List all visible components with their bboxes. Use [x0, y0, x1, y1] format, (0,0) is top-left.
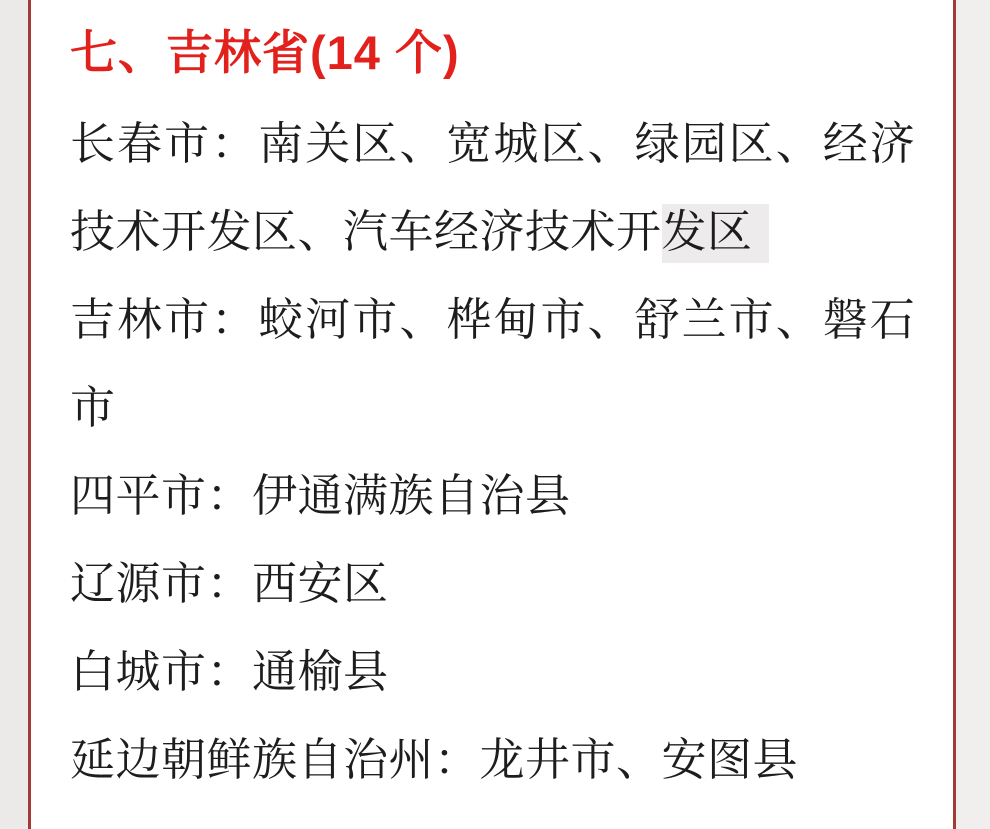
left-gutter [0, 0, 28, 829]
line-jilin-city-part2: 市 [70, 382, 116, 433]
article-content [70, 26, 915, 804]
line-baicheng: 白城市：通榆县 [70, 646, 389, 697]
line-siping: 四平市：伊通满族自治县 [70, 470, 571, 521]
line-changchun-part2-text: 技术开发区、汽车经济技术开 [70, 206, 662, 257]
left-red-rule [28, 0, 31, 829]
right-gutter [956, 0, 990, 829]
line-yanbian: 延边朝鲜族自治州：龙井市、安图县 [70, 734, 799, 785]
line-changchun-part1: 长 春 市 ： 南 关 区 、 宽 城 区 、 绿 园 区 、 经 济 [70, 118, 915, 169]
highlighted-text-fragment: 发区 [662, 204, 769, 263]
line-jilin-city-part1: 吉 林 市 ： 蛟 河 市 、 桦 甸 市 、 舒 兰 市 、 磐 石 [70, 294, 915, 345]
line-changchun-part2 [70, 188, 915, 276]
section-heading-jilin-province: 七、吉林省(14 个) [70, 26, 460, 79]
line-liaoyuan: 辽源市：西安区 [70, 558, 389, 609]
